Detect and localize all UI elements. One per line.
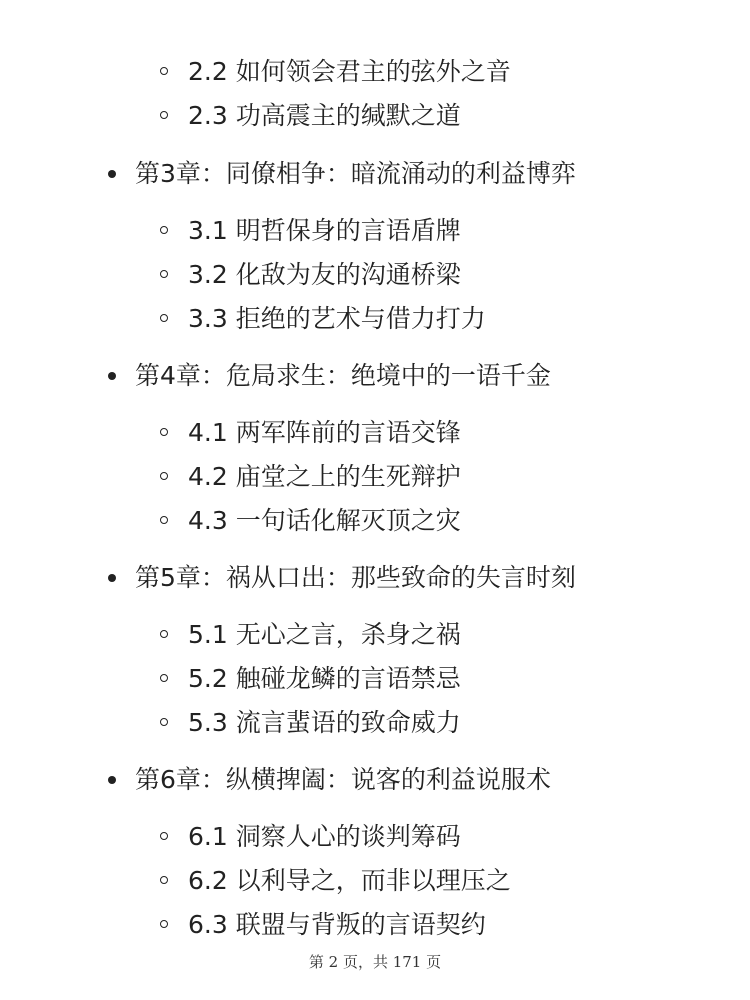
toc-section-label: 6.1 洞察人心的谈判筹码 [188,822,461,851]
hollow-circle-bullet-icon [160,516,168,524]
hollow-circle-bullet-icon [160,832,168,840]
toc-section-label: 4.3 一句话化解灭顶之灾 [188,506,461,535]
toc-section-label: 3.1 明哲保身的言语盾牌 [188,216,461,245]
hollow-circle-bullet-icon [160,920,168,928]
filled-disc-bullet-icon [108,170,116,178]
hollow-circle-bullet-icon [160,876,168,884]
toc-section-label: 5.3 流言蜚语的致命威力 [188,708,461,737]
hollow-circle-bullet-icon [160,718,168,726]
toc-section-label: 2.3 功高震主的缄默之道 [188,101,461,130]
filled-disc-bullet-icon [108,574,116,582]
hollow-circle-bullet-icon [160,428,168,436]
filled-disc-bullet-icon [108,776,116,784]
hollow-circle-bullet-icon [160,67,168,75]
toc-section-label: 4.1 两军阵前的言语交锋 [188,418,461,447]
toc-chapter-label: 第3章：同僚相争：暗流涌动的利益博弈 [135,159,576,188]
hollow-circle-bullet-icon [160,630,168,638]
toc-chapter-label: 第5章：祸从口出：那些致命的失言时刻 [135,563,576,592]
toc-section-label: 5.2 触碰龙鳞的言语禁忌 [188,664,461,693]
toc-section-label: 3.3 拒绝的艺术与借力打力 [188,304,486,333]
toc-section-label: 4.2 庙堂之上的生死辩护 [188,462,461,491]
toc-chapter-label: 第6章：纵横捭阖：说客的利益说服术 [135,765,551,794]
hollow-circle-bullet-icon [160,314,168,322]
hollow-circle-bullet-icon [160,270,168,278]
hollow-circle-bullet-icon [160,111,168,119]
toc-chapter-label: 第4章：危局求生：绝境中的一语千金 [135,361,551,390]
filled-disc-bullet-icon [108,372,116,380]
page-number-footer: 第 2 页，共 171 页 [308,953,442,971]
hollow-circle-bullet-icon [160,472,168,480]
toc-section-label: 6.2 以利导之，而非以理压之 [188,866,511,895]
toc-section-label: 6.3 联盟与背叛的言语契约 [188,910,486,939]
toc-section-label: 2.2 如何领会君主的弦外之音 [188,57,511,86]
hollow-circle-bullet-icon [160,226,168,234]
toc-section-label: 5.1 无心之言，杀身之祸 [188,620,461,649]
toc-section-label: 3.2 化敌为友的沟通桥梁 [188,260,461,289]
hollow-circle-bullet-icon [160,674,168,682]
